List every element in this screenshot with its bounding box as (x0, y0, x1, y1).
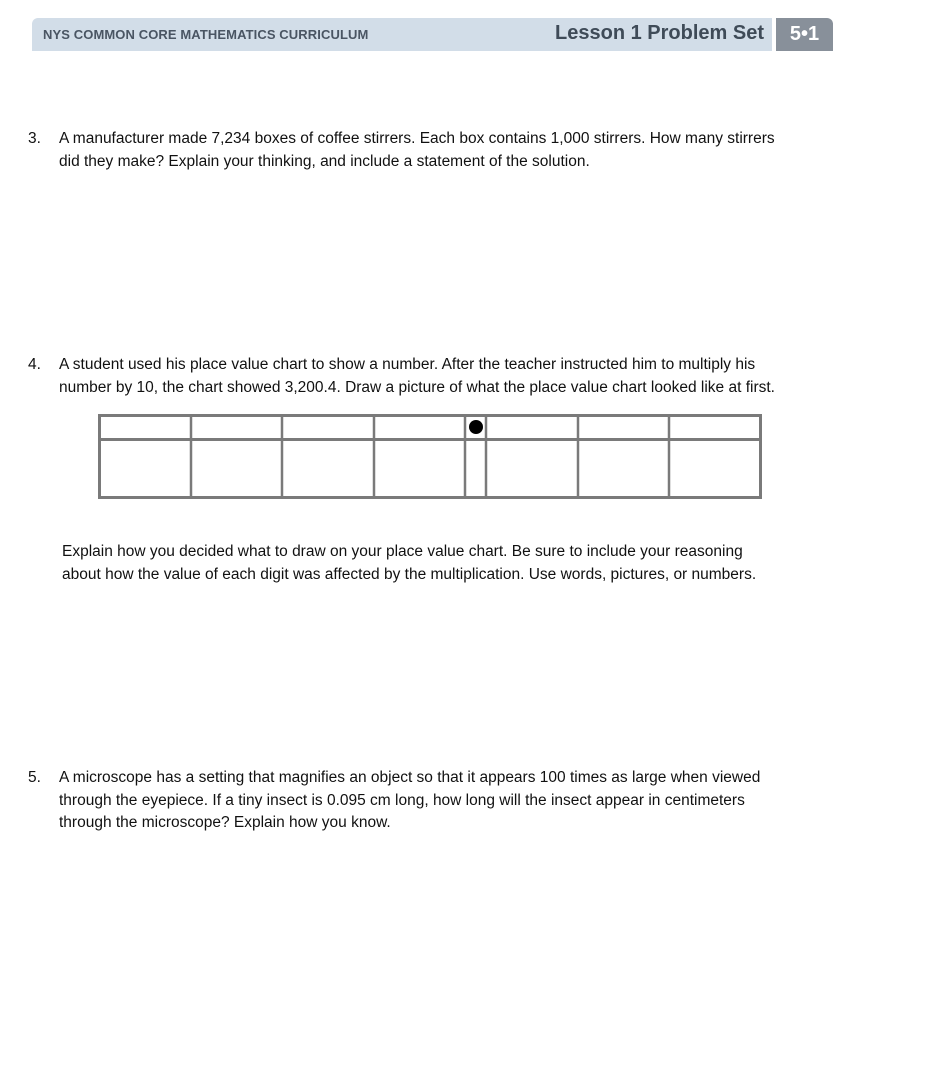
lesson-title: Lesson 1 Problem Set (555, 22, 764, 44)
problem-text (59, 354, 775, 399)
problem-number: 5. (28, 769, 41, 786)
decimal-point-dot-icon (469, 420, 483, 434)
problem-line: through the microscope? Explain how you know. (59, 814, 391, 831)
problem-text (59, 128, 775, 173)
explain-line: about how the value of each digit was affected by the multiplication. Use words, pictures, or numbers. (62, 565, 757, 583)
problem-number: 4. (28, 356, 41, 373)
explain-line: Explain how you decided what to draw on your place value chart. Be sure to include your reasoning (62, 543, 743, 560)
place-value-chart[interactable] (98, 414, 762, 499)
curriculum-title: NYS COMMON CORE MATHEMATICS CURRICULUM (43, 27, 369, 42)
problem-number: 3. (28, 130, 41, 147)
problem-line: through the eyepiece. If a tiny insect is 0.095 cm long, how long will the insect appear in centimeters (59, 791, 745, 809)
problem-4-explain (62, 541, 756, 586)
problem-line: A student used his place value chart to show a number. After the teacher instructed him to multiply his (59, 356, 756, 373)
chart-border (100, 416, 761, 498)
problem-line: number by 10, the chart showed 3,200.4. Draw a picture of what the place value chart looked like at first. (59, 378, 775, 396)
problem-text (59, 767, 760, 835)
problem-line: A manufacturer made 7,234 boxes of coffee stirrers. Each box contains 1,000 stirrers. How many stirrers (59, 130, 775, 147)
problem-line: did they make? Explain your thinking, and include a statement of the solution. (59, 152, 590, 170)
module-badge: 5•1 (776, 18, 833, 51)
problem-line: A microscope has a setting that magnifies an object so that it appears 100 times as large when viewed (59, 769, 761, 786)
